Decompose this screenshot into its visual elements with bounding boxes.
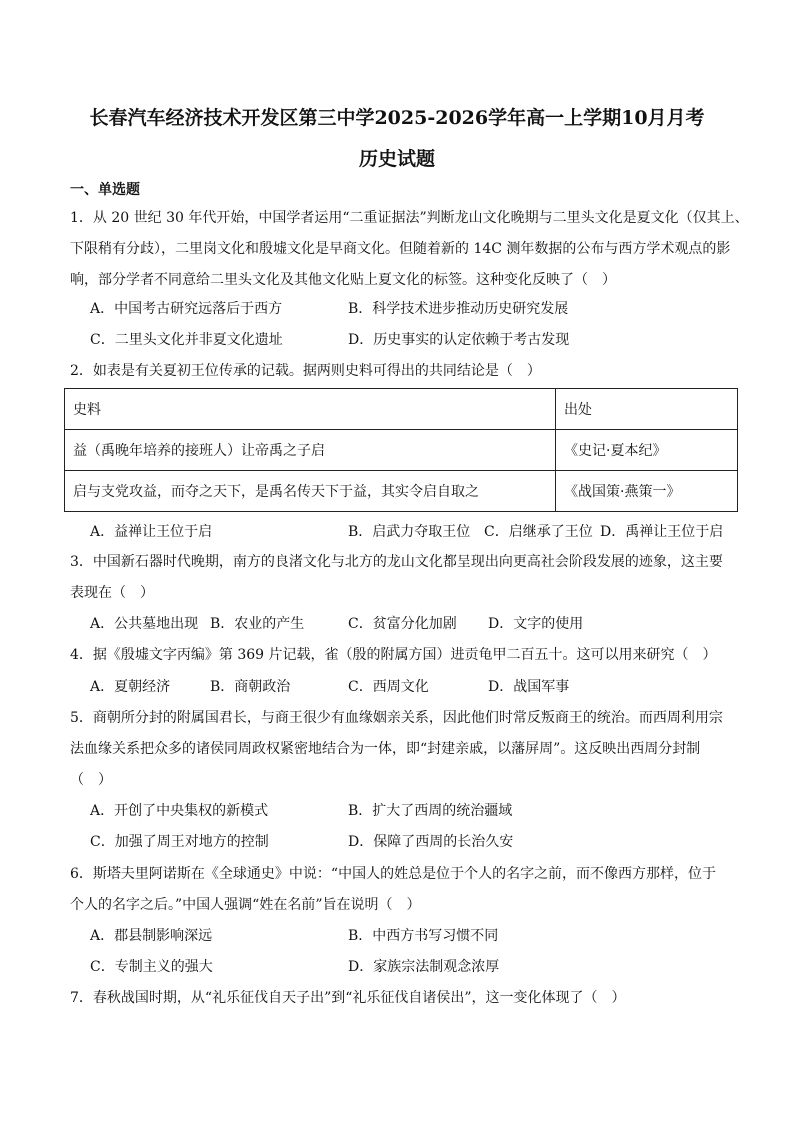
q3-stem-line-1: 3．中国新石器时代晚期，南方的良渚文化与北方的龙山文化都呈现出向更高社会阶段发展的迹象，这主要 [70, 554, 723, 570]
q3-option-b[interactable]: B．农业的产生 [210, 616, 305, 632]
q1-stem-line-3: 响，部分学者不同意给二里头文化及其他文化贴上夏文化的标签。这种变化反映了（ ） [70, 272, 616, 288]
q6-stem-line-2: 个人的名字之后。”中国人强调“姓在名前”旨在说明（ ） [70, 897, 421, 913]
table-row [65, 430, 738, 471]
q1-stem-line-2: 下限稍有分歧），二里岗文化和殷墟文化是早商文化。但随着新的 14C 测年数据的公布与西方学术观点的影 [70, 241, 731, 257]
q6-option-a[interactable]: A．郡县制影响深远 [90, 928, 213, 944]
q2-option-d[interactable]: D．禹禅让王位于启 [600, 524, 724, 540]
q3-option-d[interactable]: D．文字的使用 [488, 616, 584, 632]
q1-option-b[interactable]: B．科学技术进步推动历史研究发展 [348, 301, 569, 317]
table-cell: 益（禹晚年培养的接班人）让帝禹之子启 [65, 430, 556, 471]
q5-stem-line-3: （ ） [70, 772, 112, 788]
q7-stem: 7．春秋战国时期，从“礼乐征伐自天子出”到“礼乐征伐自诸侯出”，这一变化体现了（ ） [70, 990, 626, 1006]
q1-stem-line-1: 1．从 20 世纪 30 年代开始，中国学者运用“二重证据法”判断龙山文化晚期与二里头文化是夏文化（仅其上、 [70, 210, 749, 226]
q5-stem-line-2: 法血缘关系把众多的诸侯同周政权紧密地结合为一体，即“封建亲戚，以藩屏周”。这反映出西周分封制 [70, 741, 701, 757]
q4-option-c[interactable]: C．西周文化 [348, 679, 429, 695]
q6-stem-line-1: 6．斯塔夫里阿诺斯在《全球通史》中说：“中国人的姓总是位于个人的名字之前，而不像西方那样，位于 [70, 866, 717, 882]
table-cell: 启与支党攻益，而夺之天下，是禹名传天下于益，其实令启自取之 [65, 471, 556, 512]
q5-option-b[interactable]: B．扩大了西周的统治疆域 [348, 803, 513, 819]
table-row [65, 471, 738, 512]
q5-option-c[interactable]: C．加强了周王对地方的控制 [90, 834, 269, 850]
exam-title: 长春汽车经济技术开发区第三中学2025-2026学年高一上学期10月月考 [89, 107, 705, 129]
q2-option-b[interactable]: B．启武力夺取王位 [348, 524, 471, 540]
q3-stem-line-2: 表现在（ ） [70, 585, 154, 601]
q6-option-b[interactable]: B．中西方书写习惯不同 [348, 928, 499, 944]
q4-option-a[interactable]: A．夏朝经济 [90, 679, 171, 695]
table-header-row [65, 389, 738, 430]
q6-option-c[interactable]: C．专制主义的强大 [90, 959, 213, 975]
q4-option-b[interactable]: B．商朝政治 [210, 679, 291, 695]
q2-stem: 2．如表是有关夏初王位传承的记载。据两则史料可得出的共同结论是（ ） [70, 363, 541, 379]
q5-option-a[interactable]: A．开创了中央集权的新模式 [90, 803, 269, 819]
q2-option-c[interactable]: C．启继承了王位 [484, 524, 593, 540]
q5-option-d[interactable]: D．保障了西周的长治久安 [348, 834, 514, 850]
q1-option-c[interactable]: C．二里头文化并非夏文化遗址 [90, 332, 283, 348]
q4-option-d[interactable]: D．战国军事 [488, 679, 570, 695]
exam-subject: 历史试题 [358, 148, 435, 170]
q5-stem-line-1: 5．商朝所分封的附属国君长，与商王很少有血缘姻亲关系，因此他们时常反叛商王的统治。而西周利用宗 [70, 710, 723, 726]
q6-option-d[interactable]: D．家族宗法制观念浓厚 [348, 959, 500, 975]
q4-stem: 4．据《殷墟文字丙编》第 369 片记载，雀（殷的附属方国）进贡龟甲二百五十。这可以用来研究（ ） [70, 647, 717, 663]
q1-option-d[interactable]: D．历史事实的认定依赖于考古发现 [348, 332, 570, 348]
q3-option-c[interactable]: C．贫富分化加剧 [348, 616, 457, 632]
table-header-origin: 出处 [556, 389, 738, 430]
table-cell: 《战国策·燕策一》 [556, 471, 738, 512]
q3-option-a[interactable]: A．公共墓地出现 [90, 616, 199, 632]
source-table [64, 388, 738, 512]
table-header-source: 史料 [65, 389, 556, 430]
table-cell: 《史记·夏本纪》 [556, 430, 738, 471]
section-heading: 一、单选题 [70, 182, 140, 198]
q2-option-a[interactable]: A．益禅让王位于启 [90, 524, 213, 540]
q1-option-a[interactable]: A．中国考古研究远落后于西方 [90, 301, 283, 317]
